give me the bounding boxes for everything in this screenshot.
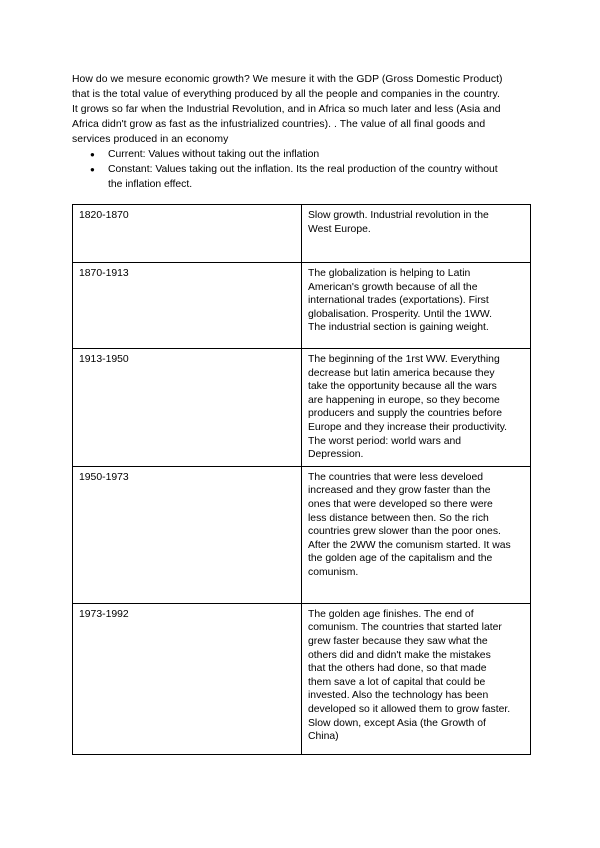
description-line: take the opportunity because all the wars: [308, 381, 497, 393]
description-line: that the others had done, so that made: [308, 663, 487, 675]
bullet-line: Constant: Values taking out the inflation. Its the real production of the country without: [108, 164, 498, 175]
periods-table: [72, 204, 531, 755]
bullet-dot-icon: ●: [90, 150, 95, 159]
description-line: grew faster because they saw what the: [308, 635, 488, 647]
description-cell: [302, 205, 531, 263]
bullet-line: the inflation effect.: [108, 179, 193, 190]
bullet-line: Current: Values without taking out the inflation: [108, 149, 320, 160]
description-cell: [302, 349, 531, 467]
description-cell: [302, 603, 531, 754]
table-row: [73, 205, 531, 263]
period-cell: 1973-1992: [73, 603, 302, 754]
description-line: international trades (exportations). First: [308, 295, 489, 307]
period-cell: 1913-1950: [73, 349, 302, 467]
description-line: are happening in europe, so they become: [308, 394, 500, 406]
description-line: The golden age finishes. The end of: [308, 608, 474, 620]
intro-line: Africa didn't grow as fast as the infustrialized countries). . The value of all final goods and: [72, 119, 486, 130]
period-cell: 1870-1913: [73, 263, 302, 349]
intro-line: that is the total value of everything produced by all the people and companies in the country.: [72, 89, 500, 100]
description-line: comunism.: [308, 566, 359, 578]
description-line: The industrial section is gaining weight.: [308, 322, 489, 334]
description-line: ones that were developed so there were: [308, 498, 493, 510]
bullet-item-constant: [90, 162, 528, 192]
intro-line: It grows so far when the Industrial Revolution, and in Africa so much later and less (Asia and: [72, 104, 501, 115]
description-line: the golden age of the capitalism and the: [308, 553, 493, 565]
description-line: The countries that were less develoed: [308, 471, 484, 483]
description-line: globalisation. Prosperity. Until the 1WW.: [308, 308, 493, 320]
bullet-item-current: [90, 147, 528, 162]
table-row: [73, 603, 531, 754]
description-line: China): [308, 731, 339, 743]
description-line: countries grew slower than the poor ones.: [308, 526, 501, 538]
description-line: Slow down, except Asia (the Growth of: [308, 717, 486, 729]
description-line: The worst period: world wars and: [308, 435, 462, 447]
table-row: [73, 466, 531, 603]
description-cell: [302, 466, 531, 603]
intro-line: services produced in an economy: [72, 134, 229, 145]
description-line: The beginning of the 1rst WW. Everything: [308, 354, 500, 365]
description-line: invested. Also the technology has been: [308, 690, 489, 702]
description-line: Depression.: [308, 449, 364, 461]
period-cell: 1950-1973: [73, 466, 302, 603]
description-line: producers and supply the countries before: [308, 408, 503, 420]
description-line: decrease but latin america because they: [308, 367, 495, 379]
description-line: others did and didn't make the mistakes: [308, 649, 491, 661]
bullet-dot-icon: ●: [90, 165, 95, 174]
bullet-list: [72, 147, 528, 192]
description-line: American's growth because of all the: [308, 281, 478, 293]
description-line: them save a lot of capital that could be: [308, 676, 486, 688]
table-row: [73, 349, 531, 467]
description-line: developed so it allowed them to grow faster.: [308, 703, 511, 715]
description-line: comunism. The countries that started later: [308, 622, 502, 634]
description-line: Europe and they increase their productivity.: [308, 421, 508, 433]
intro-line: How do we mesure economic growth? We mesure it with the GDP (Gross Domestic Product): [72, 74, 503, 85]
intro-paragraph: [72, 72, 528, 147]
description-line: The globalization is helping to Latin: [308, 268, 471, 279]
table-row: [73, 263, 531, 349]
description-cell: [302, 263, 531, 349]
period-cell: 1820-1870: [73, 205, 302, 263]
description-line: Slow growth. Industrial revolution in the: [308, 210, 489, 221]
description-line: After the 2WW the comunism started. It was: [308, 539, 511, 551]
description-line: West Europe.: [308, 223, 371, 235]
description-line: less distance between then. So the rich: [308, 512, 489, 524]
description-line: increased and they grow faster than the: [308, 485, 491, 497]
